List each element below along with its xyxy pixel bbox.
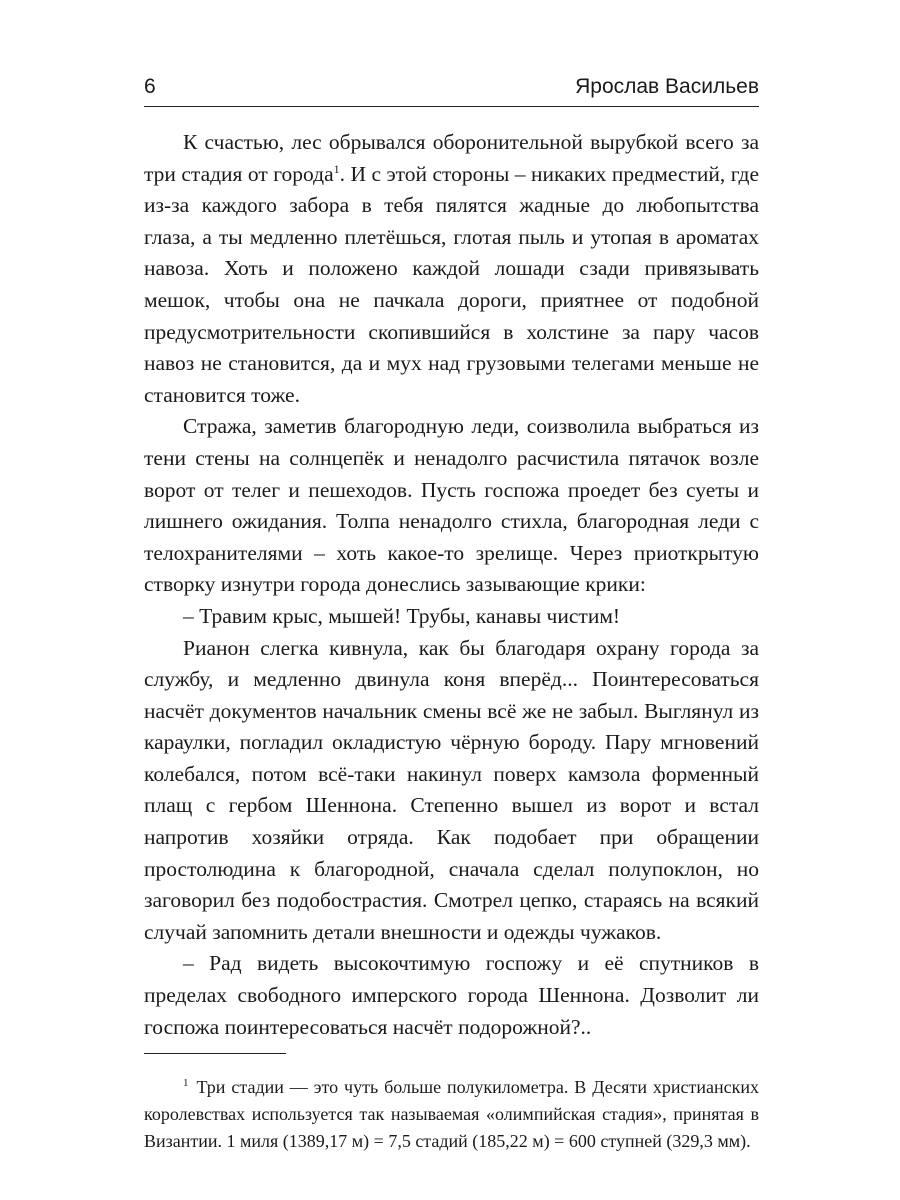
paragraph-3-dialogue: – Травим крыс, мышей! Трубы, канавы чистим! — [183, 603, 621, 628]
footnote-text: Три стадии — это чуть больше полукилометра. В Десяти христианских королевствах используется так называемая «олимпийская стадия», принятая в Византии. 1 миля (1389,17 м) = 7,5 стадий (185,22 м) = 600 ступней (329,3 мм). — [144, 1077, 759, 1152]
body-text — [144, 127, 759, 1043]
footnote-reference[interactable]: 1 — [333, 161, 340, 176]
paragraph-1-end: . И с этой стороны – никаких предместий, где из-за каждого забора в тебя пялятся жадные до любопытства глаза, а ты медленно плетёшься, глотая пыль и утопая в ароматах навоза. Хоть и положено каждой лошади сзади привязывать мешок, чтобы она не пачкала дороги, приятнее от подобной предусмотрительности скопившийся в холстине за пару часов навоз не становится, да и мух над грузовыми телегами меньше не становится тоже. — [144, 161, 759, 407]
author-name: Ярослав Васильев — [575, 75, 759, 98]
header-rule — [144, 106, 759, 107]
footnote-marker: 1 — [183, 1077, 189, 1090]
paragraph-1-start: К счастью, лес обрывался оборонительной вырубкой всего за три стадия от города — [144, 130, 759, 186]
page-number: 6 — [144, 75, 156, 98]
paragraph-4: Рианон слегка кивнула, как бы благодаря охрану города за службу, и медленно двинула коня вперёд... Поинтересоваться насчёт документов начальник смены всё же не забыл. Выглянул из караулки, погладил окладистую чёрную бороду. Пару мгновений колебался, потом всё-таки накинул поверх камзола форменный плащ с гербом Шеннона. Степенно вышел из ворот и встал напротив хозяйки отряда. Как подобает при обращении простолюдина к благородной, сначала сделал полупоклон, но заговорил без подобострастия. Смотрел цепко, стараясь на всякий случай запомнить детали внешности и одежды чужаков. — [144, 635, 759, 944]
footnote-rule — [144, 1053, 286, 1054]
paragraph-1 — [144, 127, 759, 411]
book-page — [144, 72, 759, 1155]
footnote — [144, 1074, 759, 1155]
paragraph-5-dialogue: – Рад видеть высокочтимую госпожу и её спутников в пределах свободного имперского города Шеннона. Дозволит ли госпожа поинтересоваться насчёт подорожной?.. — [144, 951, 759, 1039]
paragraph-2: Стража, заметив благородную леди, соизволила выбраться из тени стены на солнцепёк и ненадолго расчистила пятачок возле ворот от телег и пешеходов. Пусть госпожа проедет без суеты и лишнего ожидания. Толпа ненадолго стихла, благородная леди с телохранителями – хоть какое-то зрелище. Через приоткрытую створку изнутри города донеслись зазывающие крики: — [144, 414, 759, 597]
running-header — [144, 72, 759, 104]
